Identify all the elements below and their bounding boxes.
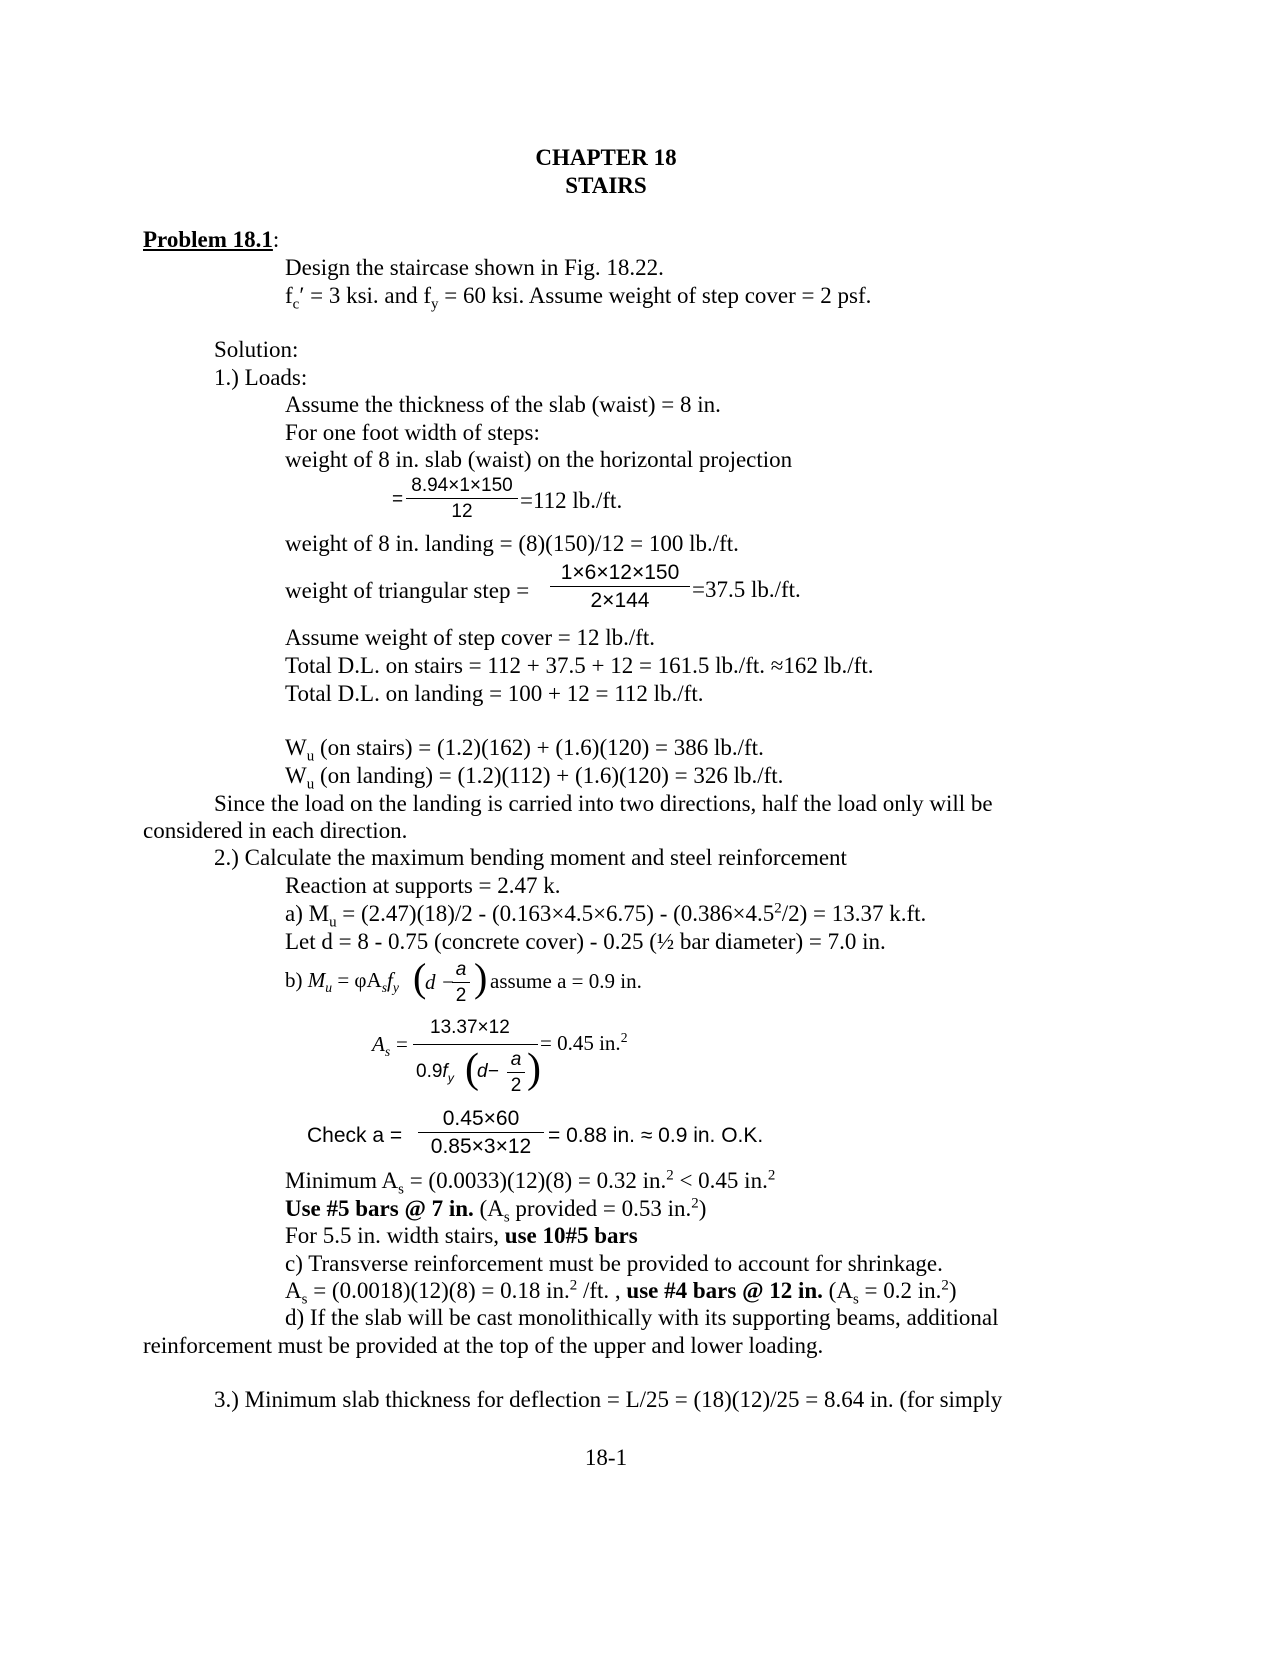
step-3-line: 3.) Minimum slab thickness for deflection = L/25 = (18)(12)/25 = 8.64 in. (for simply	[214, 1387, 1003, 1412]
use-5-bars: Use #5 bars @ 7 in. ($A_s$ provided = 0.53 in.$^2$)	[285, 1195, 707, 1226]
moment-paren-right: )	[474, 955, 488, 1000]
as-d-minus: d−	[477, 1061, 499, 1082]
assume-a: assume a = 0.9 in.	[490, 969, 642, 993]
step-1-line-7: Total D.L. on stairs = 112 + 37.5 + 12 = 161.5 lb./ft. ≈162 lb./ft.	[285, 653, 874, 678]
as-paren-left: (	[465, 1046, 479, 1092]
step-1-line-3: weight of 8 in. slab (waist) on the horizontal projection	[285, 447, 793, 472]
transverse-note: c) Transverse reinforcement must be provided to account for shrinkage.	[285, 1251, 943, 1276]
chapter-number: CHAPTER 18	[535, 145, 677, 170]
fraction-1-equals: =	[392, 489, 404, 510]
moment-paren-left: (	[413, 955, 427, 1000]
as-fraction-bar	[413, 1044, 538, 1045]
check-a-result: = 0.88 in. ≈ 0.9 in. O.K.	[548, 1124, 764, 1147]
step-1-line-4: weight of 8 in. landing = (8)(150)/12 = 100 lb./ft.	[285, 531, 739, 556]
as-denominator: $0.9f_y$	[416, 1061, 454, 1085]
step-1-line-1: Assume the thickness of the slab (waist) = 8 in.	[285, 392, 721, 417]
step-2-line-3: Let d = 8 - 0.75 (concrete cover) - 0.25 (½ bar diameter) = 7.0 in.	[285, 929, 886, 954]
check-a-denominator: 0.85×3×12	[430, 1135, 532, 1158]
landing-note-1: Since the load on the landing is carried into two directions, half the load only will be	[214, 791, 993, 816]
step-1-heading: 1.) Loads:	[214, 365, 308, 390]
step-2-line-2: a) $M_u = (2.47)(18)/2 - (0.163\times 4.5\times 6.75) - (0.386\times 4.5^2/2) = 13.37$ k.ft.	[285, 900, 927, 931]
solution-label: Solution:	[214, 337, 299, 362]
monolithic-note-1: d) If the slab will be cast monolithically with its supporting beams, additional	[285, 1305, 999, 1330]
wu-landing: $W_u$ (on landing) = (1.2)(112) + (1.6)(120) = 326 lb./ft.	[285, 763, 784, 793]
as-result: = 0.45 in.$^2$	[540, 1030, 628, 1055]
as-equals: =	[396, 1032, 408, 1056]
wu-stairs: $W_u$ (on stairs) = (1.2)(162) + (1.6)(120) = 386 lb./ft.	[285, 735, 764, 765]
fraction-1-result: =112 lb./ft.	[520, 488, 623, 513]
transverse-as: $A_s = (0.0018)(12)(8) = 0.18$ in.$^2$ /ft. , use #4 bars @ 12 in. ($A_s = 0.2$ in.$^2$)	[285, 1277, 957, 1308]
fraction-2-result: =37.5 lb./ft.	[692, 577, 801, 602]
moment-equation: b) $M_u = \varphi A_sf_y$	[285, 968, 399, 996]
moment-d-minus: d −	[425, 970, 455, 994]
triangular-step-label: weight of triangular step =	[285, 578, 530, 603]
landing-note-2: considered in each direction.	[143, 818, 408, 843]
fraction-1	[406, 476, 518, 521]
as-numerator: 13.37×12	[430, 1017, 510, 1038]
fraction-2-numerator: 1×6×12×150	[560, 561, 680, 584]
moment-a-over-2: a 2	[452, 960, 470, 1005]
minimum-as: Minimum $A_s = (0.0033)(12)(8) = 0.32$ in.$^2$ < 0.45 in.$^2$	[285, 1167, 776, 1198]
fraction-1-numerator: 8.94×1×150	[411, 475, 513, 496]
chapter-title: STAIRS	[565, 173, 647, 198]
as-a-over-2: a 2	[507, 1050, 525, 1095]
problem-line-2: $f_c' = 3$ ksi. and $f_y = 60$ ksi. Assume weight of step cover = 2 psf.	[285, 283, 872, 313]
check-a-label: Check a =	[307, 1124, 403, 1147]
page-number: 18-1	[584, 1445, 628, 1470]
problem-heading-row	[143, 228, 279, 251]
step-1-line-2: For one foot width of steps:	[285, 420, 540, 445]
problem-heading: Problem 18.1	[143, 227, 273, 252]
monolithic-note-2: reinforcement must be provided at the top of the upper and lower loading.	[143, 1333, 824, 1358]
check-a-numerator: 0.45×60	[442, 1107, 520, 1130]
check-a-fraction	[418, 1108, 544, 1157]
stairs-width-bars: For 5.5 in. width stairs, use 10#5 bars	[285, 1223, 638, 1248]
as-symbol: $A_s$	[372, 1032, 391, 1060]
step-2-line-1: Reaction at supports = 2.47 k.	[285, 873, 561, 898]
fraction-1-denominator: 12	[451, 501, 473, 522]
step-1-line-8: Total D.L. on landing = 100 + 12 = 112 lb./ft.	[285, 681, 704, 706]
problem-line-1: Design the staircase shown in Fig. 18.22.	[285, 255, 664, 280]
fraction-2	[550, 562, 690, 611]
problem-colon: :	[272, 227, 280, 252]
fraction-2-denominator: 2×144	[590, 589, 650, 612]
step-1-line-6: Assume weight of step cover = 12 lb./ft.	[285, 625, 656, 650]
as-paren-right: )	[527, 1046, 541, 1092]
step-2-heading: 2.) Calculate the maximum bending moment and steel reinforcement	[214, 845, 847, 870]
